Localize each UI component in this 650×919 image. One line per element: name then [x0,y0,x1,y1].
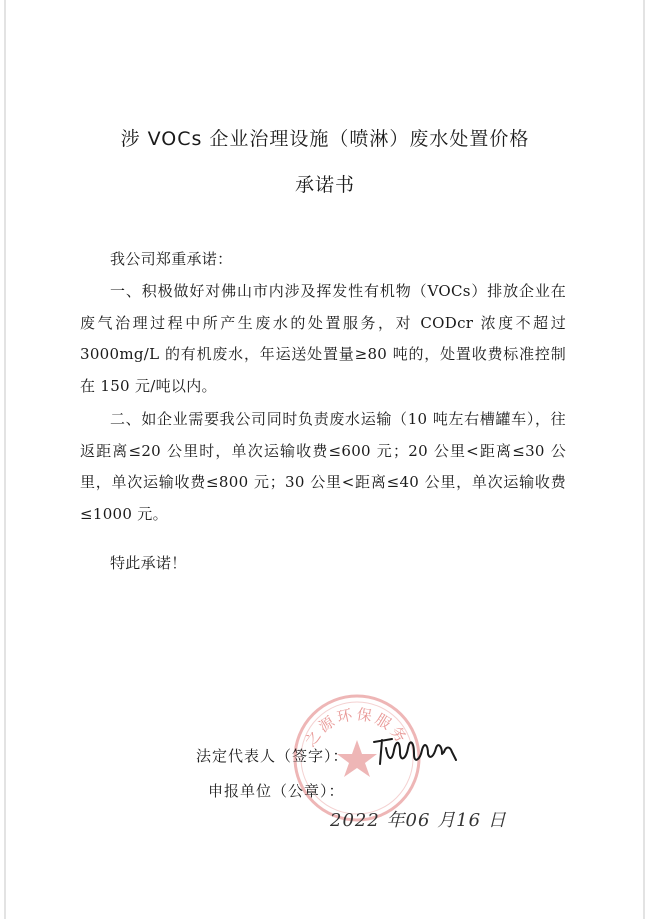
document-title: 涉 VOCs 企业治理设施（喷淋）废水处置价格 [120,128,530,150]
signing-date: 2022 年06 月16 日 [330,810,507,831]
commitment-paragraph-1: 一、积极做好对佛山市内涉及挥发性有机物（VOCs）排放企业在废气治理过程中所产生废水的处置服务，对 CODcr 浓度不超过 3000mg/L 的有机废水，年运送处置量≥80 吨的，处置收费标准控制在 150 元/吨以内。 [80,282,566,395]
representative-label: 法定代表人（签字）： [196,747,349,765]
unit-label: 申报单位（公章）： [208,782,345,800]
seal-text: 之源环保服务 [301,705,412,750]
handwritten-signature [370,730,460,770]
closing-line: 特此承诺！ [110,554,187,572]
document-subtitle: 承诺书 [294,174,355,196]
intro-paragraph: 我公司郑重承诺： [110,250,233,268]
commitment-paragraph-2: 二、如企业需要我公司同时负责废水运输（10 吨左右槽罐车），往返距离≤20 公里时，单次运输收费≤600 元；20 公里<距离≤30 公里，单次运输收费≤800 元；30 公里<距离≤40 公里，单次运输收费≤1000 元。 [80,410,566,523]
